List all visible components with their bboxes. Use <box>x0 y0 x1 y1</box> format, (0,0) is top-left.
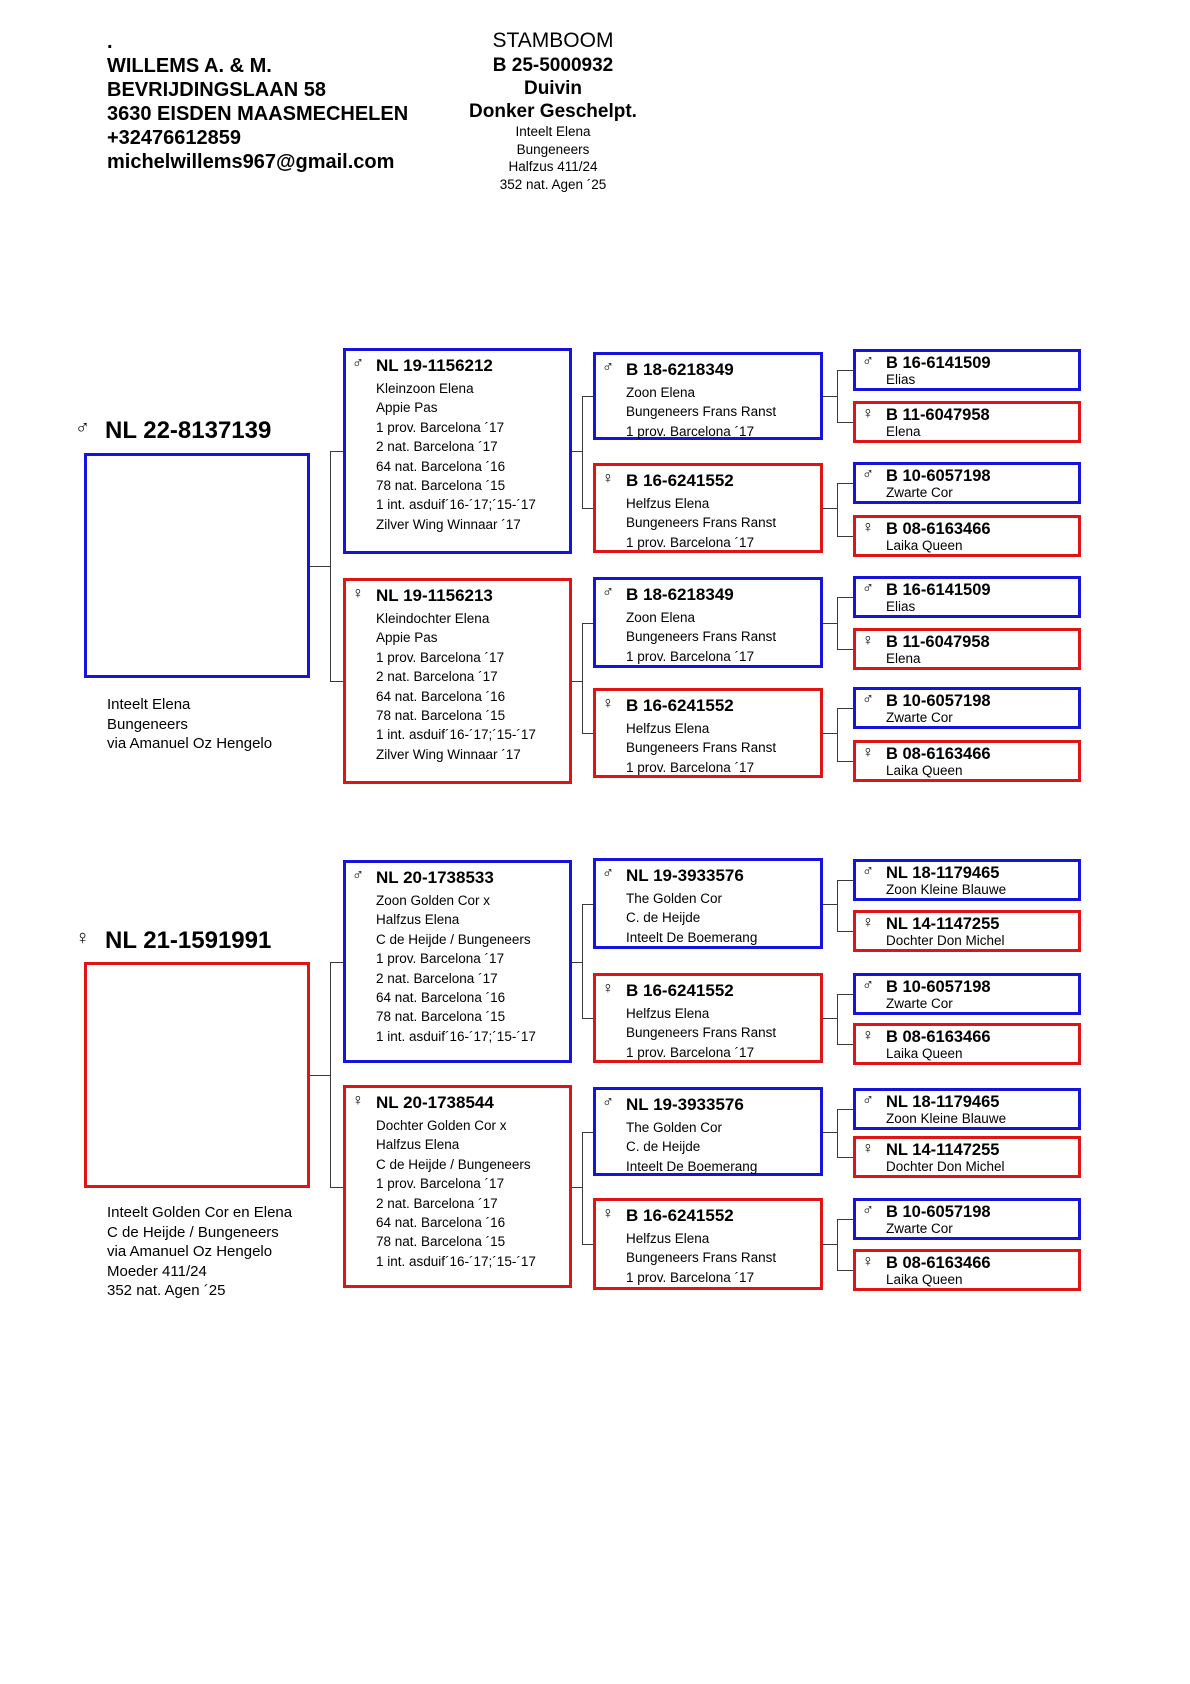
box-header <box>596 466 820 491</box>
detail-line: 1 prov. Barcelona ´17 <box>626 648 755 664</box>
box-header <box>856 1026 1078 1046</box>
connector-line <box>837 536 853 537</box>
pedigree-box <box>343 348 572 554</box>
pedigree-box <box>853 1023 1081 1065</box>
dam-caption-line: Moeder 411/24 <box>107 1262 207 1280</box>
connector-line <box>837 708 853 709</box>
box-header <box>596 580 820 605</box>
pedigree-box <box>853 628 1081 670</box>
detail-line: Zoon Golden Cor x <box>376 893 491 908</box>
ring-number: B 18-6218349 <box>626 585 734 604</box>
detail-line: Inteelt De Boemerang <box>626 1158 758 1174</box>
box-header <box>856 631 1078 651</box>
ring-number: NL 14-1147255 <box>886 915 1000 933</box>
box-header <box>856 1139 1078 1159</box>
pedigree-box <box>853 973 1081 1015</box>
bird-name: Elias <box>886 372 916 387</box>
connector-line <box>582 623 593 624</box>
detail-line: 64 nat. Barcelona ´16 <box>376 458 506 474</box>
bird-name: Elias <box>886 599 916 614</box>
bird-name: Laika Queen <box>886 1046 963 1061</box>
dam-caption-line: C de Heijde / Bungeneers <box>107 1223 279 1241</box>
ring-number: NL 19-3933576 <box>626 866 744 885</box>
box-header <box>596 1201 820 1226</box>
box-header <box>346 1088 569 1113</box>
connector-line <box>823 1244 837 1245</box>
connector-line <box>310 1075 330 1076</box>
connector-line <box>572 681 582 682</box>
detail-line: Zoon Elena <box>626 385 696 400</box>
connector-line <box>823 623 837 624</box>
connector-line <box>582 508 593 509</box>
pedigree-box <box>343 578 572 784</box>
connector-line <box>582 904 593 905</box>
pedigree-box <box>593 858 823 949</box>
pedigree-box <box>853 1088 1081 1130</box>
pedigree-box <box>853 576 1081 618</box>
detail-line: 1 prov. Barcelona ´17 <box>626 534 755 550</box>
detail-line: 64 nat. Barcelona ´16 <box>376 1215 506 1231</box>
connector-line <box>572 1187 582 1188</box>
sex-female-icon: ♀ <box>862 1027 874 1044</box>
detail-line: 1 prov. Barcelona ´17 <box>626 423 755 439</box>
detail-line: 64 nat. Barcelona ´16 <box>376 990 506 1006</box>
pedigree-box <box>593 973 823 1063</box>
sex-female-icon: ♀ <box>352 1092 364 1109</box>
box-header <box>596 1090 820 1115</box>
connector-line <box>582 733 593 734</box>
connector-line <box>837 708 838 761</box>
sex-male-icon: ♂ <box>862 863 874 880</box>
dam-caption <box>107 1203 292 1301</box>
box-header <box>856 352 1078 372</box>
sire-caption <box>107 695 272 754</box>
connector-line <box>823 396 837 397</box>
connector-line <box>582 1018 593 1019</box>
box-header <box>346 581 569 606</box>
sex-female-icon: ♀ <box>862 632 874 649</box>
ring-number: B 16-6141509 <box>886 354 991 372</box>
connector-line <box>837 483 853 484</box>
connector-line <box>330 451 343 452</box>
detail-line: Bungeneers Frans Ranst <box>626 1250 777 1266</box>
detail-line: 1 prov. Barcelona ´17 <box>626 1044 755 1060</box>
document-heading: STAMBOOM <box>492 29 614 52</box>
ring-number: B 08-6163466 <box>886 745 991 763</box>
detail-line: Helfzus Elena <box>626 1006 710 1021</box>
pedigree-box <box>853 910 1081 952</box>
detail-line: C. de Heijde <box>626 1139 701 1155</box>
connector-line <box>837 370 853 371</box>
connector-line <box>823 733 837 734</box>
ring-number: B 08-6163466 <box>886 520 991 538</box>
detail-line: 78 nat. Barcelona ´15 <box>376 478 506 494</box>
detail-line: C de Heijde / Bungeneers <box>376 931 531 947</box>
detail-lines <box>346 1113 569 1273</box>
detail-line: 78 nat. Barcelona ´15 <box>376 1009 506 1025</box>
pedigree-box <box>593 1087 823 1176</box>
detail-line: Bungeneers Frans Ranst <box>626 1025 777 1041</box>
sex-male-icon: ♂ <box>862 1202 874 1219</box>
detail-lines <box>596 605 820 668</box>
box-header <box>596 691 820 716</box>
bird-name: Laika Queen <box>886 763 963 778</box>
ring-number: B 18-6218349 <box>626 360 734 379</box>
pedigree-box <box>853 1136 1081 1178</box>
sex-female-icon: ♀ <box>602 470 614 487</box>
ring-number: B 16-6241552 <box>626 471 734 490</box>
sex-female-icon: ♀ <box>862 744 874 761</box>
pedigree-box <box>593 352 823 440</box>
pedigree-box <box>593 463 823 553</box>
detail-lines <box>596 491 820 554</box>
detail-line: 1 prov. Barcelona ´17 <box>626 759 755 775</box>
ring-number: NL 20-1738544 <box>376 1093 494 1112</box>
box-header <box>346 863 569 888</box>
detail-line: Dochter Golden Cor x <box>376 1118 507 1133</box>
owner-city: 3630 EISDEN MAASMECHELEN <box>107 103 409 125</box>
sex-male-icon: ♂ <box>602 359 614 376</box>
detail-lines <box>596 380 820 443</box>
ring-number: NL 18-1179465 <box>886 1093 1000 1111</box>
detail-lines <box>346 376 569 536</box>
detail-line: 2 nat. Barcelona ´17 <box>376 970 498 986</box>
sire-caption-line: Inteelt Elena <box>107 696 191 713</box>
box-header <box>596 355 820 380</box>
sex-male-icon: ♂ <box>862 977 874 994</box>
box-header <box>596 976 820 1001</box>
box-header <box>856 1252 1078 1272</box>
pedigree-box <box>343 1085 572 1288</box>
sex-female-icon: ♀ <box>862 519 874 536</box>
ring-number: B 16-6241552 <box>626 696 734 715</box>
connector-line <box>572 962 582 963</box>
detail-line: Bungeneers Frans Ranst <box>626 629 777 645</box>
sex-male-icon: ♂ <box>352 355 364 372</box>
detail-line: Bungeneers Frans Ranst <box>626 404 777 420</box>
detail-line: Bungeneers Frans Ranst <box>626 515 777 531</box>
connector-line <box>572 451 582 452</box>
detail-line: Kleindochter Elena <box>376 611 490 626</box>
connector-line <box>837 994 838 1044</box>
ring-number: B 10-6057198 <box>886 692 991 710</box>
detail-line: Zilver Wing Winnaar ´17 <box>376 746 521 762</box>
connector-line <box>823 904 837 905</box>
sire-photo-box <box>84 453 310 678</box>
connector-line <box>330 962 331 1187</box>
ring-number: NL 14-1147255 <box>886 1141 1000 1159</box>
connector-line <box>837 1044 853 1045</box>
detail-line: 78 nat. Barcelona ´15 <box>376 1234 506 1250</box>
box-header <box>856 1201 1078 1221</box>
connector-line <box>837 1270 853 1271</box>
connector-line <box>330 962 343 963</box>
bird-name: Dochter Don Michel <box>886 1159 1005 1174</box>
ring-number: B 16-6241552 <box>626 981 734 1000</box>
ring-number: B 16-6241552 <box>626 1206 734 1225</box>
detail-line: Halfzus Elena <box>376 1137 460 1153</box>
detail-line: 2 nat. Barcelona ´17 <box>376 669 498 685</box>
detail-line: Helfzus Elena <box>626 721 710 736</box>
detail-line: 1 prov. Barcelona ´17 <box>376 951 505 967</box>
connector-line <box>582 396 593 397</box>
subject-note: Halfzus 411/24 <box>508 159 598 174</box>
bird-name: Zoon Kleine Blauwe <box>886 1111 1007 1126</box>
pedigree-box <box>853 687 1081 729</box>
box-header <box>856 1091 1078 1111</box>
subject-sex: Duivin <box>523 78 583 99</box>
sex-male-icon: ♂ <box>862 691 874 708</box>
detail-line: Bungeneers Frans Ranst <box>626 740 777 756</box>
dam-caption-line: via Amanuel Oz Hengelo <box>107 1243 273 1260</box>
connector-line <box>837 597 838 649</box>
detail-line: 1 prov. Barcelona ´17 <box>376 649 505 665</box>
box-header <box>856 465 1078 485</box>
connector-line <box>582 396 583 508</box>
detail-lines <box>346 606 569 766</box>
owner-name: WILLEMS A. & M. <box>107 55 272 77</box>
bird-name: Zwarte Cor <box>886 1221 953 1236</box>
sire-caption-line: via Amanuel Oz Hengelo <box>107 735 273 752</box>
sex-female-icon: ♀ <box>862 1140 874 1157</box>
detail-line: 1 int. asduif´16-´17;´15-´17 <box>376 1253 536 1269</box>
detail-line: 1 prov. Barcelona ´17 <box>376 1176 505 1192</box>
box-header <box>856 862 1078 882</box>
pedigree-box <box>593 577 823 668</box>
subject-color: Donker Geschelpt. <box>469 101 637 122</box>
box-header <box>856 404 1078 424</box>
bird-name: Zwarte Cor <box>886 710 953 725</box>
ring-number: B 16-6141509 <box>886 581 991 599</box>
detail-line: The Golden Cor <box>626 1120 723 1135</box>
owner-phone: +32476612859 <box>107 127 242 149</box>
subject-note: 352 nat. Agen ´25 <box>499 176 607 192</box>
sex-female-icon: ♀ <box>602 980 614 997</box>
detail-line: C. de Heijde <box>626 910 701 926</box>
connector-line <box>582 623 583 733</box>
connector-line <box>837 483 838 536</box>
connector-line <box>837 1157 853 1158</box>
pedigree-box <box>853 1198 1081 1240</box>
pedigree-box <box>853 1249 1081 1291</box>
pedigree-box <box>853 859 1081 901</box>
sex-male-icon: ♂ <box>602 1094 614 1111</box>
connector-line <box>837 1109 853 1110</box>
pedigree-box <box>853 515 1081 557</box>
connector-line <box>837 370 838 422</box>
detail-line: 1 int. asduif´16-´17;´15-´17 <box>376 1028 536 1044</box>
ring-number: B 10-6057198 <box>886 978 991 996</box>
sex-female-icon: ♀ <box>75 927 90 949</box>
sex-female-icon: ♀ <box>602 1205 614 1222</box>
connector-line <box>837 1219 838 1270</box>
owner-line: . <box>107 31 113 53</box>
connector-line <box>823 1132 837 1133</box>
ring-number: NL 19-1156212 <box>376 356 493 375</box>
connector-line <box>837 422 853 423</box>
detail-line: Halfzus Elena <box>376 912 460 928</box>
connector-line <box>582 1244 593 1245</box>
connector-line <box>837 597 853 598</box>
box-header <box>596 861 820 886</box>
detail-lines <box>596 716 820 779</box>
pedigree-box <box>343 860 572 1063</box>
connector-line <box>582 1132 583 1244</box>
owner-address-block <box>107 30 408 174</box>
connector-line <box>823 508 837 509</box>
sex-male-icon: ♂ <box>602 584 614 601</box>
bird-name: Elena <box>886 651 921 666</box>
box-header <box>856 913 1078 933</box>
bird-name: Dochter Don Michel <box>886 933 1005 948</box>
detail-line: The Golden Cor <box>626 891 723 906</box>
box-header <box>346 351 569 376</box>
detail-line: Zoon Elena <box>626 610 696 625</box>
ring-number: B 11-6047958 <box>886 406 990 424</box>
bird-name: Laika Queen <box>886 1272 963 1287</box>
detail-line: 64 nat. Barcelona ´16 <box>376 688 506 704</box>
detail-line: Helfzus Elena <box>626 496 710 511</box>
subject-ring-number: B 25-5000932 <box>492 55 614 76</box>
box-header <box>856 743 1078 763</box>
connector-line <box>837 880 853 881</box>
connector-line <box>310 566 330 567</box>
sire-caption-line: Bungeneers <box>107 715 188 733</box>
pedigree-box <box>593 688 823 778</box>
detail-line: Appie Pas <box>376 630 438 646</box>
detail-line: Kleinzoon Elena <box>376 381 474 396</box>
box-header <box>856 518 1078 538</box>
sex-male-icon: ♂ <box>602 865 614 882</box>
ring-number: B 08-6163466 <box>886 1028 991 1046</box>
sex-female-icon: ♀ <box>602 695 614 712</box>
detail-line: Inteelt De Boemerang <box>626 929 758 945</box>
connector-line <box>582 904 583 1018</box>
sex-female-icon: ♀ <box>862 914 874 931</box>
ring-number: NL 19-1156213 <box>376 586 493 605</box>
ring-number: NL 19-3933576 <box>626 1095 744 1114</box>
connector-line <box>837 649 853 650</box>
sex-male-icon: ♂ <box>75 417 90 439</box>
subject-note: Inteelt Elena <box>515 124 591 139</box>
pedigree-box <box>853 740 1081 782</box>
detail-lines <box>346 888 569 1048</box>
ring-number: B 10-6057198 <box>886 1203 991 1221</box>
connector-line <box>837 994 853 995</box>
dam-caption-line: Inteelt Golden Cor en Elena <box>107 1204 293 1221</box>
detail-line: C de Heijde / Bungeneers <box>376 1156 531 1172</box>
pedigree-box <box>593 1198 823 1290</box>
detail-lines <box>596 886 820 949</box>
detail-line: 2 nat. Barcelona ´17 <box>376 1195 498 1211</box>
owner-street: BEVRIJDINGSLAAN 58 <box>107 79 326 101</box>
sex-male-icon: ♂ <box>862 466 874 483</box>
connector-line <box>837 1109 838 1157</box>
sex-male-icon: ♂ <box>352 867 364 884</box>
box-header <box>856 976 1078 996</box>
pedigree-box <box>853 349 1081 391</box>
sex-male-icon: ♂ <box>862 1092 874 1109</box>
detail-line: 78 nat. Barcelona ´15 <box>376 708 506 724</box>
ring-number: B 08-6163466 <box>886 1254 991 1272</box>
bird-name: Zoon Kleine Blauwe <box>886 882 1007 897</box>
sire-ring-number: NL 22-8137139 <box>105 417 272 444</box>
connector-line <box>837 880 838 931</box>
dam-title <box>75 928 271 954</box>
box-header <box>856 690 1078 710</box>
subject-note: Bungeneers <box>516 141 590 157</box>
pedigree-box <box>853 401 1081 443</box>
ring-number: B 11-6047958 <box>886 633 990 651</box>
bird-name: Zwarte Cor <box>886 996 953 1011</box>
ring-number: NL 18-1179465 <box>886 864 1000 882</box>
connector-line <box>837 931 853 932</box>
owner-email: michelwillems967@gmail.com <box>107 151 395 173</box>
detail-line: Helfzus Elena <box>626 1231 710 1246</box>
sex-female-icon: ♀ <box>862 405 874 422</box>
pedigree-box <box>853 462 1081 504</box>
detail-line: 2 nat. Barcelona ´17 <box>376 439 498 455</box>
bird-name: Elena <box>886 424 921 439</box>
sire-title <box>75 418 271 444</box>
sex-male-icon: ♂ <box>862 580 874 597</box>
document-title-block <box>398 28 708 193</box>
detail-lines <box>596 1226 820 1289</box>
sex-female-icon: ♀ <box>862 1253 874 1270</box>
bird-name: Zwarte Cor <box>886 485 953 500</box>
detail-line: 1 int. asduif´16-´17;´15-´17 <box>376 497 536 513</box>
box-header <box>856 579 1078 599</box>
dam-photo-box <box>84 962 310 1188</box>
connector-line <box>823 1018 837 1019</box>
bird-name: Laika Queen <box>886 538 963 553</box>
detail-line: 1 prov. Barcelona ´17 <box>626 1269 755 1285</box>
sex-male-icon: ♂ <box>862 353 874 370</box>
connector-line <box>330 681 343 682</box>
detail-lines <box>596 1115 820 1178</box>
ring-number: B 10-6057198 <box>886 467 991 485</box>
detail-line: 1 prov. Barcelona ´17 <box>376 419 505 435</box>
connector-line <box>330 451 331 681</box>
sex-female-icon: ♀ <box>352 585 364 602</box>
connector-line <box>837 761 853 762</box>
detail-line: Zilver Wing Winnaar ´17 <box>376 516 521 532</box>
dam-ring-number: NL 21-1591991 <box>105 927 272 954</box>
connector-line <box>330 1187 343 1188</box>
dam-caption-line: 352 nat. Agen ´25 <box>107 1282 226 1299</box>
detail-line: Appie Pas <box>376 400 438 416</box>
connector-line <box>582 1132 593 1133</box>
ring-number: NL 20-1738533 <box>376 868 494 887</box>
detail-lines <box>596 1001 820 1064</box>
detail-line: 1 int. asduif´16-´17;´15-´17 <box>376 727 536 743</box>
connector-line <box>837 1219 853 1220</box>
